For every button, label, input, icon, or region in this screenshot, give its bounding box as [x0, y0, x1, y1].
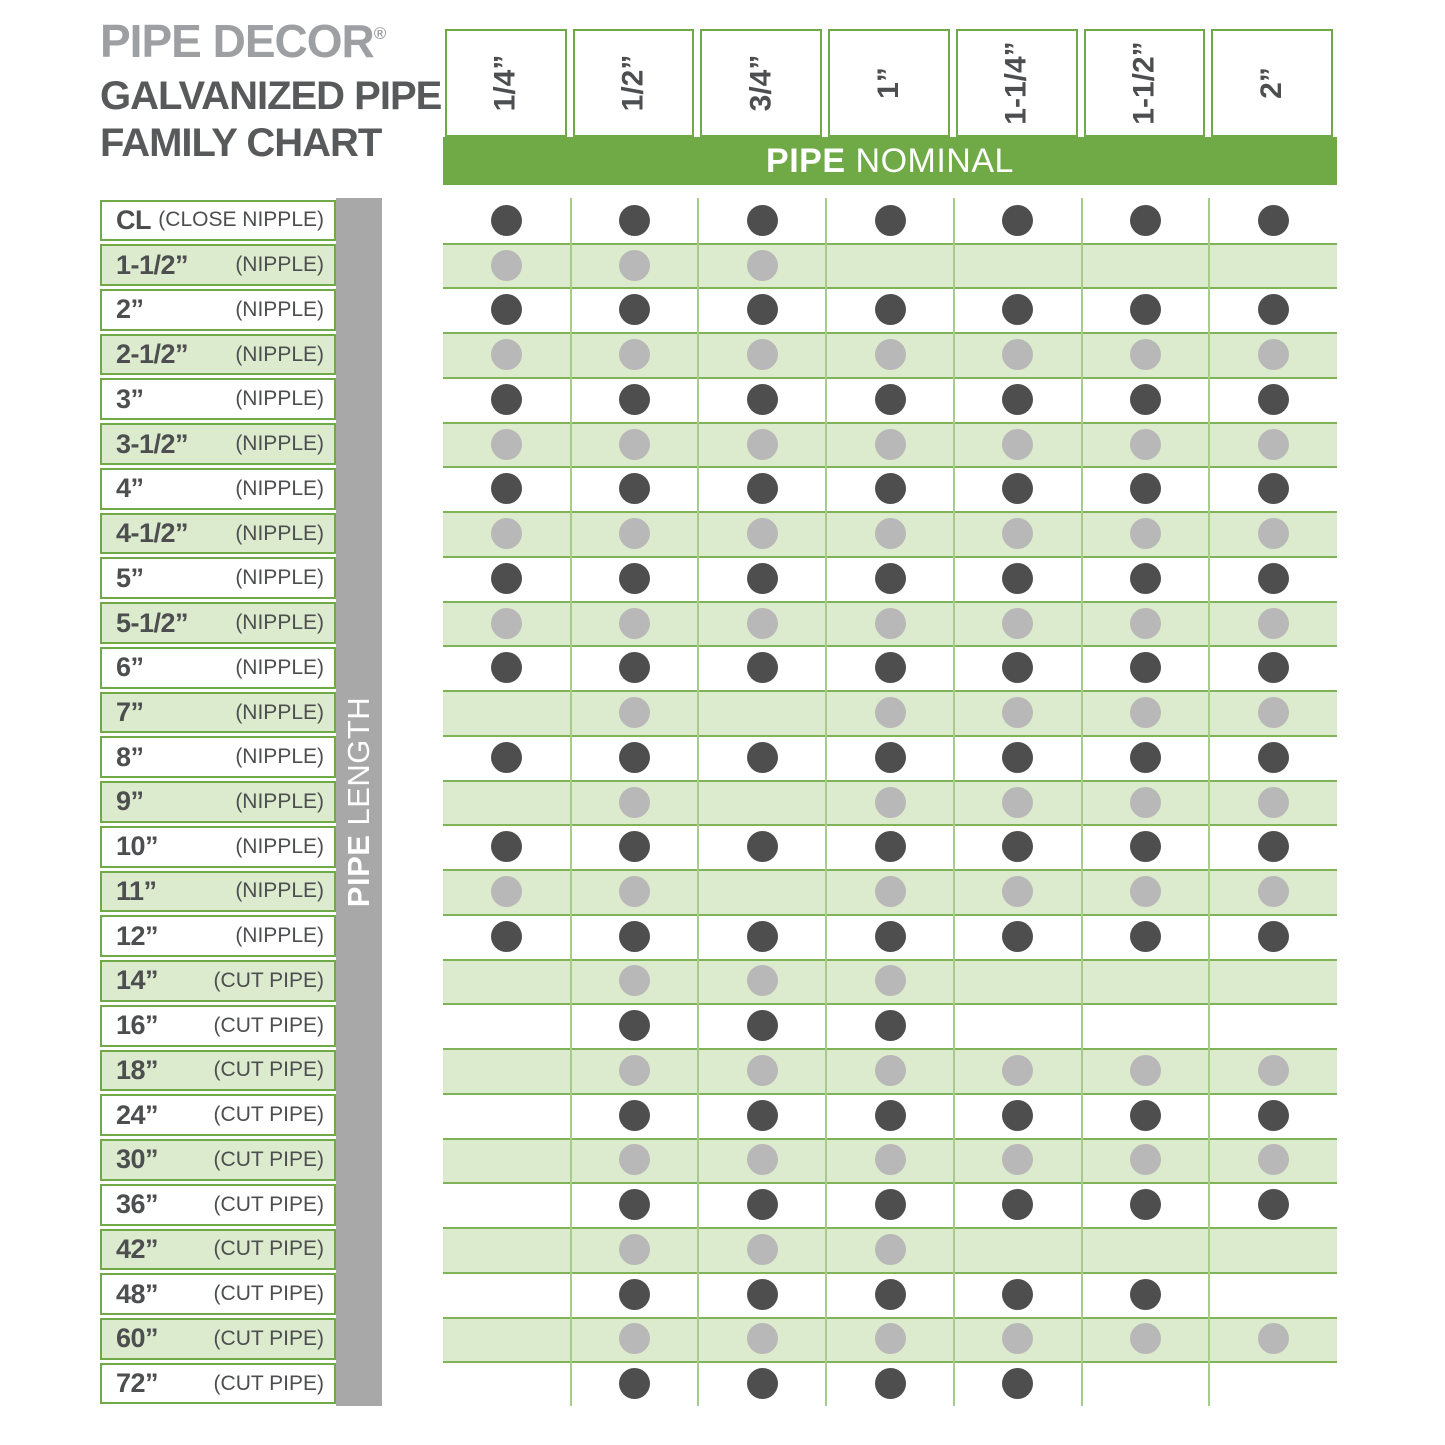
row-label-kind: (CUT PIPE): [213, 1192, 324, 1216]
availability-dot: [747, 1100, 778, 1131]
availability-dot: [875, 205, 906, 236]
row-label-size: 3”: [116, 383, 144, 414]
availability-dot: [747, 1234, 778, 1265]
row-label-size: 18”: [116, 1054, 159, 1085]
row-label: [100, 513, 336, 555]
availability-grid: [443, 198, 1337, 1406]
row-label-size: 36”: [116, 1189, 159, 1220]
row-label-kind: (NIPPLE): [235, 432, 324, 456]
chart-title: [100, 73, 441, 167]
availability-dot: [875, 1010, 906, 1041]
availability-dot: [1002, 563, 1033, 594]
availability-dot: [875, 1323, 906, 1354]
availability-dot: [1258, 876, 1289, 907]
availability-dot: [1258, 652, 1289, 683]
availability-dot: [491, 563, 522, 594]
row-label: [100, 423, 336, 465]
row-label: [100, 1184, 336, 1226]
availability-dot: [875, 294, 906, 325]
column-header: [956, 29, 1078, 137]
row-label: [100, 200, 336, 242]
availability-dot: [491, 921, 522, 952]
availability-dot: [747, 1323, 778, 1354]
availability-dot: [1130, 1100, 1161, 1131]
brand-logo: [100, 14, 441, 68]
row-label-size: 30”: [116, 1144, 159, 1175]
column-axis-bar: [443, 137, 1337, 185]
availability-dot: [619, 921, 650, 952]
availability-dot: [1258, 1100, 1289, 1131]
availability-dot: [747, 473, 778, 504]
row-label: [100, 1229, 336, 1271]
availability-dot: [619, 1279, 650, 1310]
availability-dot: [619, 205, 650, 236]
availability-dot: [1130, 876, 1161, 907]
availability-dot: [619, 1100, 650, 1131]
row-label-size: 6”: [116, 652, 144, 683]
availability-dot: [619, 608, 650, 639]
availability-dot: [747, 1144, 778, 1175]
availability-dot: [1130, 518, 1161, 549]
availability-dot: [875, 831, 906, 862]
column-divider: [1208, 198, 1210, 1406]
availability-dot: [1258, 563, 1289, 594]
availability-dot: [1130, 742, 1161, 773]
availability-dot: [747, 1368, 778, 1399]
availability-dot: [619, 563, 650, 594]
availability-dot: [875, 742, 906, 773]
availability-dot: [747, 742, 778, 773]
column-header-label: 1/2”: [616, 54, 650, 112]
row-label-kind: (NIPPLE): [235, 387, 324, 411]
availability-dot: [747, 250, 778, 281]
row-label-kind: (CUT PIPE): [213, 1237, 324, 1261]
row-label-size: 60”: [116, 1323, 159, 1354]
availability-dot: [1130, 384, 1161, 415]
availability-dot: [1002, 1279, 1033, 1310]
row-label-kind: (NIPPLE): [235, 655, 324, 679]
column-header: [573, 29, 695, 137]
row-label: [100, 1273, 336, 1315]
row-label-size: 8”: [116, 741, 144, 772]
availability-dot: [875, 876, 906, 907]
availability-dot: [1258, 697, 1289, 728]
availability-dot: [619, 697, 650, 728]
row-axis-label-rest: LENGTH: [341, 696, 376, 826]
row-label-kind: (CUT PIPE): [213, 1371, 324, 1395]
row-label: [100, 736, 336, 778]
availability-dot: [1258, 787, 1289, 818]
column-header: [828, 29, 950, 137]
availability-dot: [747, 608, 778, 639]
availability-dot: [747, 1189, 778, 1220]
availability-dot: [875, 1189, 906, 1220]
availability-dot: [1258, 384, 1289, 415]
row-label: [100, 557, 336, 599]
row-label-kind: (NIPPLE): [235, 476, 324, 500]
availability-dot: [875, 473, 906, 504]
brand-text: PIPE DECOR: [100, 15, 374, 67]
row-label-size: 7”: [116, 697, 144, 727]
row-label: [100, 781, 336, 823]
row-label-kind: (NIPPLE): [235, 521, 324, 545]
availability-dot: [1258, 1055, 1289, 1086]
availability-dot: [747, 429, 778, 460]
row-label-kind: (NIPPLE): [235, 700, 324, 724]
availability-dot: [619, 339, 650, 370]
column-header-label: 1-1/4”: [999, 41, 1033, 125]
row-axis-label: [341, 697, 377, 907]
availability-dot: [1130, 429, 1161, 460]
availability-dot: [875, 384, 906, 415]
row-label-kind: (CUT PIPE): [213, 968, 324, 992]
availability-dot: [1258, 921, 1289, 952]
availability-dot: [1258, 1189, 1289, 1220]
row-label-kind: (NIPPLE): [235, 879, 324, 903]
availability-dot: [875, 1100, 906, 1131]
row-label-kind: (NIPPLE): [235, 745, 324, 769]
availability-dot: [875, 339, 906, 370]
row-label-kind: (NIPPLE): [235, 297, 324, 321]
row-label-size: 4”: [116, 473, 144, 504]
availability-dot: [619, 787, 650, 818]
availability-dot: [875, 787, 906, 818]
row-label-kind: (CUT PIPE): [213, 1013, 324, 1037]
availability-dot: [747, 652, 778, 683]
row-label-size: 10”: [116, 831, 159, 862]
logo-block: [100, 14, 441, 167]
row-label: [100, 1139, 336, 1181]
availability-dot: [1002, 1055, 1033, 1086]
row-label: [100, 871, 336, 913]
row-label-size: 14”: [116, 965, 159, 996]
column-header-label: 3/4”: [744, 54, 778, 112]
column-divider: [1081, 198, 1083, 1406]
availability-dot: [875, 563, 906, 594]
availability-dot: [747, 921, 778, 952]
chart-title-line2: FAMILY CHART: [100, 120, 382, 165]
availability-dot: [747, 831, 778, 862]
row-label-kind: (CUT PIPE): [213, 1326, 324, 1350]
row-label-kind: (CUT PIPE): [213, 1058, 324, 1082]
row-label: [100, 468, 336, 510]
availability-dot: [491, 429, 522, 460]
column-divider: [697, 198, 699, 1406]
column-header-label: 1-1/2”: [1127, 41, 1161, 125]
availability-dot: [747, 339, 778, 370]
availability-dot: [1258, 742, 1289, 773]
availability-dot: [1258, 1323, 1289, 1354]
column-header-label: 1”: [871, 67, 905, 99]
availability-dot: [619, 742, 650, 773]
column-divider: [825, 198, 827, 1406]
row-label: [100, 289, 336, 331]
availability-dot: [1258, 339, 1289, 370]
row-label: [100, 378, 336, 420]
column-divider: [953, 198, 955, 1406]
row-label: [100, 244, 336, 286]
availability-dot: [1130, 339, 1161, 370]
row-label-size: 9”: [116, 786, 144, 817]
row-label-kind: (CUT PIPE): [213, 1103, 324, 1127]
availability-dot: [1130, 921, 1161, 952]
availability-dot: [1130, 205, 1161, 236]
availability-dot: [1002, 1100, 1033, 1131]
chart-title-line1: GALVANIZED PIPE: [100, 74, 442, 118]
availability-dot: [1130, 652, 1161, 683]
registered-mark: ®: [373, 24, 387, 43]
row-axis-bar: [336, 198, 382, 1406]
row-label-size: 4-1/2”: [116, 518, 189, 549]
row-label: [100, 334, 336, 376]
row-label-kind: (NIPPLE): [235, 924, 324, 948]
availability-dot: [747, 1055, 778, 1086]
availability-dot: [1130, 608, 1161, 639]
row-label-kind: (NIPPLE): [235, 566, 324, 590]
availability-dot: [491, 742, 522, 773]
availability-dot: [875, 652, 906, 683]
availability-dot: [1130, 563, 1161, 594]
row-label-size: 24”: [116, 1099, 159, 1130]
availability-dot: [1130, 831, 1161, 862]
availability-dot: [1258, 473, 1289, 504]
availability-dot: [1258, 429, 1289, 460]
availability-dot: [1002, 742, 1033, 773]
column-header: [1084, 29, 1206, 137]
row-label-size: 1-1/2”: [116, 249, 189, 280]
row-label: [100, 647, 336, 689]
availability-dot: [875, 1055, 906, 1086]
column-header-label: 2”: [1255, 67, 1289, 99]
row-label-size: 3-1/2”: [116, 428, 189, 459]
row-label-kind: (CLOSE NIPPLE): [158, 208, 324, 232]
row-label-size: 2-1/2”: [116, 339, 189, 370]
availability-dot: [1258, 831, 1289, 862]
column-header-label: 1/4”: [488, 54, 522, 112]
availability-dot: [1130, 1279, 1161, 1310]
availability-dot: [619, 876, 650, 907]
availability-dot: [619, 1368, 650, 1399]
column-divider: [570, 198, 572, 1406]
availability-dot: [1258, 608, 1289, 639]
row-label: [100, 1318, 336, 1360]
column-header: [700, 29, 822, 137]
row-label-size: CL: [116, 204, 151, 235]
availability-dot: [1258, 1144, 1289, 1175]
row-label-kind: (CUT PIPE): [213, 1282, 324, 1306]
row-label: [100, 1050, 336, 1092]
availability-dot: [875, 697, 906, 728]
availability-dot: [619, 1055, 650, 1086]
availability-dot: [747, 294, 778, 325]
availability-dot: [619, 1189, 650, 1220]
availability-dot: [1258, 205, 1289, 236]
availability-dot: [747, 384, 778, 415]
availability-dot: [747, 563, 778, 594]
row-label: [100, 692, 336, 734]
availability-dot: [747, 1279, 778, 1310]
availability-dot: [1002, 205, 1033, 236]
availability-dot: [1130, 1189, 1161, 1220]
availability-dot: [875, 921, 906, 952]
availability-dot: [619, 384, 650, 415]
availability-dot: [619, 429, 650, 460]
row-label: [100, 1094, 336, 1136]
availability-dot: [875, 518, 906, 549]
row-label-size: 72”: [116, 1368, 159, 1399]
availability-dot: [1002, 608, 1033, 639]
row-label: [100, 960, 336, 1002]
availability-dot: [619, 250, 650, 281]
column-axis-label-bold: PIPE: [766, 141, 846, 180]
column-header: [445, 29, 567, 137]
availability-dot: [875, 1144, 906, 1175]
availability-dot: [491, 250, 522, 281]
availability-dot: [875, 429, 906, 460]
availability-dot: [491, 384, 522, 415]
row-label: [100, 826, 336, 868]
availability-dot: [875, 1279, 906, 1310]
row-label-kind: (NIPPLE): [235, 342, 324, 366]
row-label-kind: (NIPPLE): [235, 834, 324, 858]
availability-dot: [1002, 787, 1033, 818]
availability-dot: [1002, 921, 1033, 952]
availability-dot: [1130, 697, 1161, 728]
row-label-size: 5”: [116, 562, 144, 593]
row-label-size: 48”: [116, 1278, 159, 1309]
availability-dot: [1130, 1055, 1161, 1086]
availability-dot: [1258, 518, 1289, 549]
availability-dot: [747, 518, 778, 549]
availability-dot: [875, 965, 906, 996]
row-label-size: 16”: [116, 1010, 159, 1041]
row-label: [100, 1363, 336, 1405]
row-label-kind: (CUT PIPE): [213, 1147, 324, 1171]
row-label: [100, 1005, 336, 1047]
availability-dot: [875, 608, 906, 639]
row-label-size: 5-1/2”: [116, 607, 189, 638]
row-label: [100, 915, 336, 957]
availability-dot: [875, 1234, 906, 1265]
row-label-size: 2”: [116, 294, 144, 325]
column-axis-label-rest: NOMINAL: [855, 141, 1014, 180]
availability-dot: [619, 1234, 650, 1265]
row-label-size: 42”: [116, 1233, 159, 1264]
availability-dot: [1002, 429, 1033, 460]
row-label-kind: (NIPPLE): [235, 789, 324, 813]
grid-row: [443, 243, 1337, 290]
availability-dot: [1130, 787, 1161, 818]
availability-dot: [1002, 876, 1033, 907]
availability-dot: [1002, 384, 1033, 415]
availability-dot: [747, 205, 778, 236]
row-label-kind: (NIPPLE): [235, 611, 324, 635]
availability-dot: [491, 608, 522, 639]
column-header: [1211, 29, 1333, 137]
row-label-kind: (NIPPLE): [235, 253, 324, 277]
row-axis-label-bold: PIPE: [341, 834, 376, 908]
availability-dot: [491, 205, 522, 236]
row-label-size: 12”: [116, 920, 159, 951]
availability-dot: [875, 1368, 906, 1399]
availability-dot: [619, 518, 650, 549]
row-label: [100, 602, 336, 644]
availability-dot: [1258, 294, 1289, 325]
availability-dot: [1002, 697, 1033, 728]
row-label-size: 11”: [116, 875, 157, 906]
availability-dot: [747, 1010, 778, 1041]
